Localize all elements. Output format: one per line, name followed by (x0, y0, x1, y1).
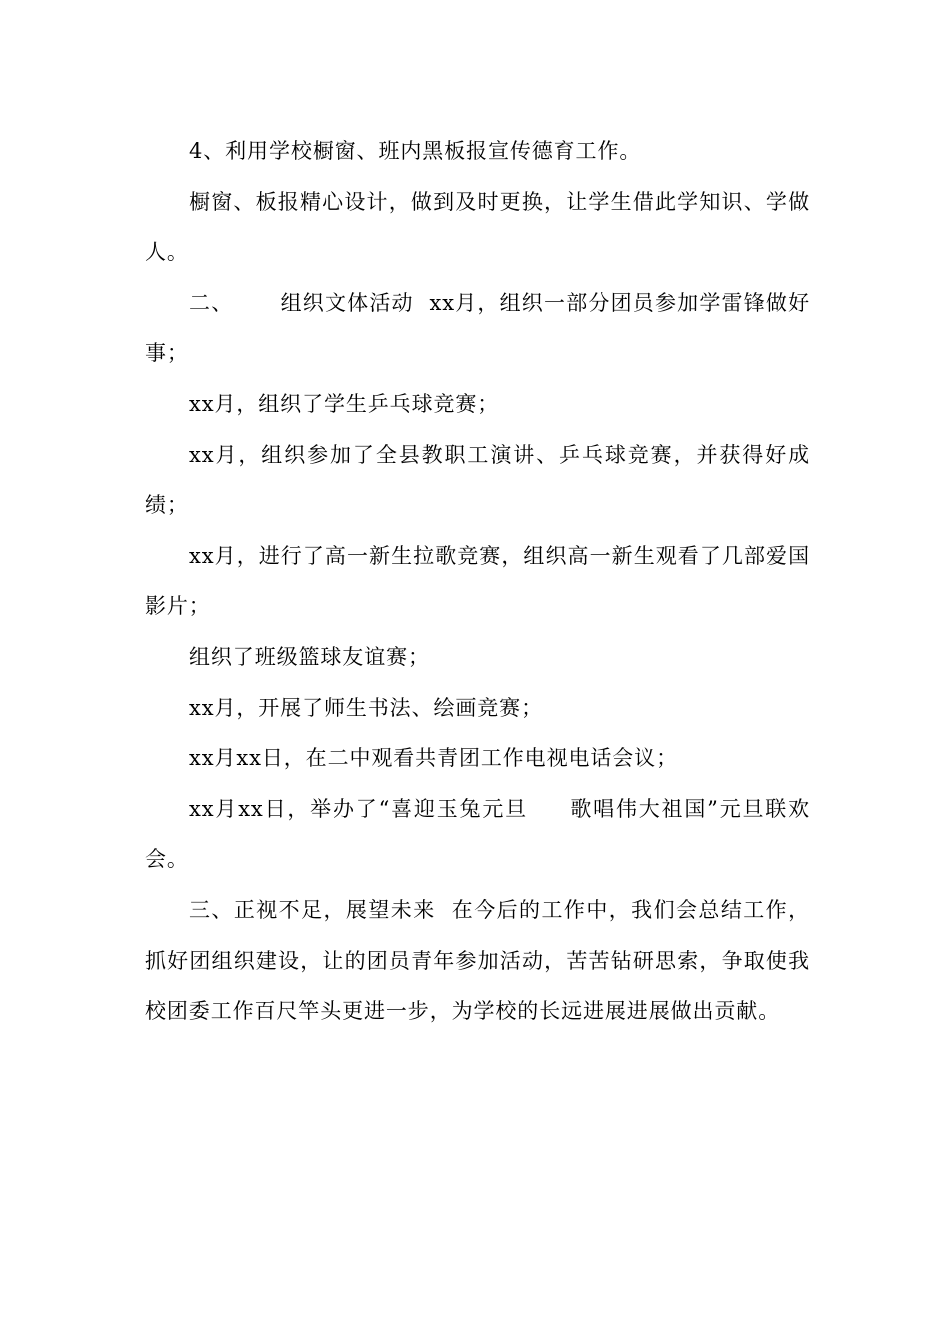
paragraph-tv-conference: xx月xx日，在二中观看共青团工作电视电话会议； (189, 746, 678, 771)
paragraph-board-design: 橱窗、板报精心设计，做到及时更换，让学生借此学知识、学做人。 (145, 189, 810, 265)
paragraph-county-speech: xx月，组织参加了全县教职工演讲、乒乓球竞赛，并获得好成绩； (145, 442, 810, 518)
document-body (145, 126, 810, 1037)
paragraph-singing-contest: xx月，进行了高一新生拉歌竞赛，组织高一新生观看了几部爱国影片； (145, 543, 810, 619)
paragraph-bulletin-board: 4、利用学校橱窗、班内黑板报宣传德育工作。 (189, 139, 642, 163)
paragraph-section-three: 三、正视不足，展望未来 在今后的工作中，我们会总结工作，抓好团组织建设，让的团员青年参加活动，苦苦钻研思索，争取使我校团委工作百尺竿头更进一步，为学校的长远进展进展做出贡献。 (145, 897, 810, 1024)
paragraph-calligraphy: xx月，开展了师生书法、绘画竞赛； (189, 695, 543, 720)
paragraph-section-two-heading: 二、 组织文体活动 xx月，组织一部分团员参加学雷锋做好事； (145, 290, 810, 366)
paragraph-new-year-party: xx月xx日，举办了“喜迎玉兔元旦 歌唱伟大祖国”元旦联欢会。 (145, 796, 810, 872)
paragraph-basketball: 组织了班级篮球友谊赛； (189, 644, 430, 669)
paragraph-pingpong-contest: xx月，组织了学生乒乓球竞赛； (189, 391, 500, 416)
